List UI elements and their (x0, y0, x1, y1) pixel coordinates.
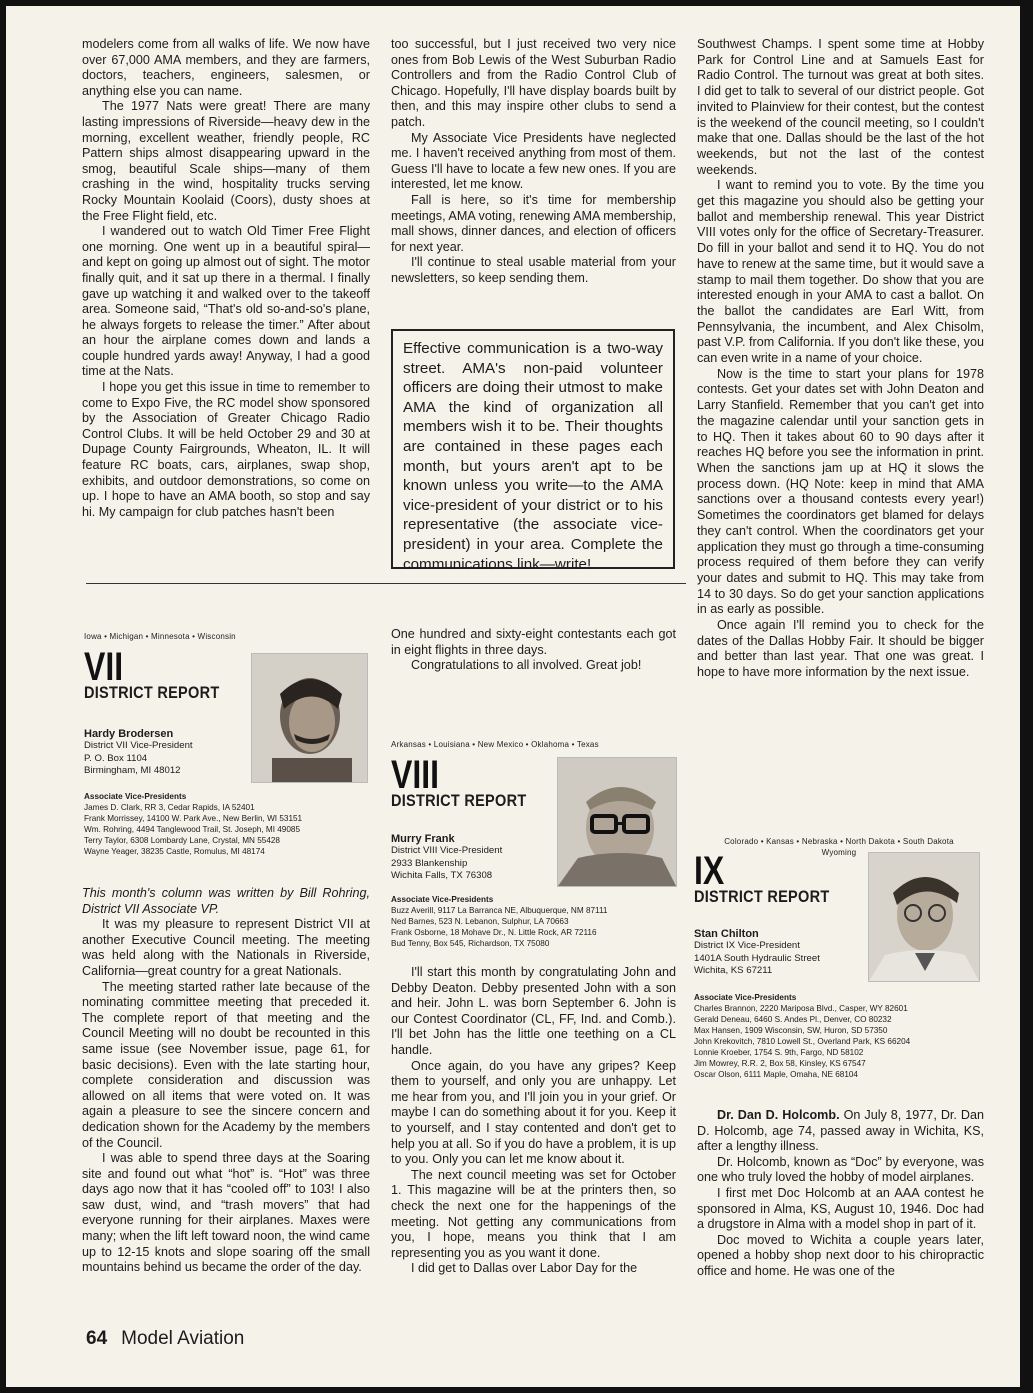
district-8-states: Arkansas • Louisiana • New Mexico • Oklahoma • Texas (391, 740, 599, 749)
paragraph: It was my pleasure to represent District VII at another Executive Council meeting. The meeting was held along with the Nationals in Riverside, California—great country for a great Nationals. (82, 917, 370, 978)
vp-role: District IX Vice-President (694, 940, 800, 952)
magazine-page (6, 6, 1020, 1387)
paragraph: The 1977 Nats were great! There are many lasting impressions of Riverside—heavy dew in the morning, excellent weather, friendly people, RC Pattern ships almost disappearing upward in the smog, beautiful Scale ships—many of them crashing in the wind, hospitality trucks serving Rocky Mountain Koolaid (Coors), dusty shoes at the Free Flight field, etc. (82, 99, 370, 223)
paragraph: I'll continue to steal usable material from your newsletters, so keep sending them. (391, 255, 676, 285)
paragraph: Southwest Champs. I spent some time at Hobby Park for Control Line and at Samuels East for Radio Control. The turnout was great at both sites. I did get to talk to several of our district people. Got invited to Plainview for their contest, but the contest is the weekend of the council meeting, so I couldn't make that one. Dallas should be the last of the hot weekends, but not the last of the contest weekends. (697, 37, 985, 177)
paragraph: modelers come from all walks of life. We now have over 67,000 AMA members, and they are farmers, doctors, teachers, engineers, salesmen, or anything else you can name. (82, 37, 370, 98)
associate-entry: Frank Morrissey, 14100 W. Park Ave., New Berlin, WI 53151 (84, 814, 303, 823)
district-9-vp-photo (868, 852, 980, 982)
vp-address-line: Birmingham, MI 48012 (84, 765, 181, 777)
district-7-vp-contact (84, 728, 193, 778)
paragraph: I did get to Dallas over Labor Day for the (411, 1261, 638, 1276)
column-2-top (391, 37, 676, 287)
vp-role: District VII Vice-President (84, 740, 193, 752)
paragraph: I'll start this month by congratulating John and Debby Deaton. Debby presented John with a son and heir. John L. was born September 6. John is our Contest Coordinator (CL, FF, Ind. and Comb.). I'll bet John has the little one teething on a CL handle. (391, 965, 676, 1057)
paragraph: I want to remind you to vote. By the time you get this magazine you should also be getting your ballot and membership renewal. This year District VIII votes only for the office of Secretary-Treasurer. Do fill in your ballot and send it to HQ. You do not have to renew at the same time, but it would save a stamp to mail them together. Do show that you are interested enough in your AMA to cast a ballot. On the ballot the candidates are Earl Witt, from Pennsylvania, the incumbent, and Alex Chisolm, past V.P. from California. If you don't like these, you can even write in a name of your choice. (697, 178, 985, 366)
paragraph: The next council meeting was set for October 1. This magazine will be at the printers then, so check the next one for the happenings of the meeting. Not getting any communications from you, I hope, means you think that I am representing you as you want it done. (391, 1167, 676, 1260)
magazine-name: Model Aviation (121, 1328, 245, 1349)
district-7-states: Iowa • Michigan • Minnesota • Wisconsin (84, 632, 236, 641)
associate-entry: Gerald Deneau, 6460 S. Andes Pl., Denver, CO 80232 (694, 1015, 892, 1024)
paragraph: I was able to spend three days at the Soaring site and found out what “hot” is. “Hot” was three days ago now that it has “cooled off” to 103! I also saw dust, wind, and “trash movers” that had everyone running for their airplanes. Maxes were many; when the lift left toward noon, the wind came up to 12-15 knots and slope soaring off the small mountains behind us became the order of the day. (82, 1151, 370, 1275)
district-7-column (82, 886, 370, 1276)
associate-entry: Terry Taylor, 6308 Lombardy Lane, Crystal, MN 55428 (84, 836, 280, 845)
district-8-column (391, 965, 676, 1277)
associates-heading: Associate Vice-Presidents (694, 993, 797, 1002)
paragraph: Once again I'll remind you to check for the dates of the Dallas Hobby Fair. It should be bigger and better than last year. That one was great. I hope to have more information by the next issue. (697, 618, 984, 680)
column-2-continuation (391, 627, 676, 674)
paragraph: Fall is here, so it's time for membership meetings, AMA voting, renewing AMA membership, mall shows, dinner dances, and election of officers for next year. (391, 192, 676, 254)
vp-address-line: Wichita Falls, TX 76308 (391, 870, 493, 882)
paragraph: I first met Doc Holcomb at an AAA contest he sponsored in Alma, KS, August 10, 1946. Doc had a drugstore in Alma with a model shop in part of it. (697, 1185, 984, 1232)
states-line: Wyoming (821, 848, 857, 857)
district-7-associates (84, 791, 302, 857)
column-3 (697, 37, 984, 681)
column-1-top (82, 37, 370, 520)
district-8-associates (391, 894, 608, 949)
associate-entry: Jim Mowrey, R.R. 2, Box 58, Kinsley, KS 67547 (694, 1059, 866, 1068)
paragraph: Dr. Holcomb, known as “Doc” by everyone, was one who truly loved the hobby of model airplanes. (697, 1154, 984, 1185)
district-8-vp-contact (391, 833, 502, 883)
paragraph: too successful, but I just received two very nice ones from Bob Lewis of the West Suburban Radio Controllers and from the Radio Control Club of Chicago. Hopefully, I'll have display boards built by then, and this may inspire other clubs to send a patch. (391, 37, 676, 129)
associate-entry: Max Hansen, 1909 Wisconsin, SW, Huron, SD 57350 (694, 1026, 888, 1035)
district-9-associates (694, 992, 910, 1080)
associate-entry: Charles Brannon, 2220 Mariposa Blvd., Casper, WY 82601 (694, 1004, 908, 1013)
associate-entry: Ned Barnes, 523 N. Lebanon, Sulphur, LA 70663 (391, 917, 569, 926)
district-9-numeral: IX (694, 849, 725, 893)
communication-notice-box: Effective communication is a two-way street. AMA's non-paid volunteer officers are doing their utmost to make AMA the kind of organization all members wish it to be. Their thoughts are contained in these pages each month, but yours aren't apt to be known unless you write—to the AMA vice-president of your district or to his representative (the associate vice-president) in your area. Complete the communications link—write! (391, 329, 675, 569)
district-9-column (697, 1108, 984, 1280)
paragraph: I hope you get this issue in time to remember to come to Expo Five, the RC model show sponsored by the Association of Greater Chicago Radio Control Clubs. It will be held October 29 and 30 at Dupage County Fairgrounds, Wheaton, IL. It will feature RC boats, cars, airplanes, swap shop, exhibits, and outdoor demonstrations, so come on up. I hope to have an AMA booth, so stop and say hi. My campaign for club patches hasn't been (82, 380, 370, 519)
vp-address-line: P. O. Box 1104 (84, 752, 148, 764)
district-9-title: DISTRICT REPORT (694, 888, 830, 906)
district-7-vp-photo (251, 653, 368, 783)
associate-entry: Frank Osborne, 18 Mohave Dr., N. Little Rock, AR 72116 (391, 928, 597, 937)
associates-heading: Associate Vice-Presidents (391, 895, 494, 904)
district-9-vp-contact (694, 928, 820, 978)
paragraph-text: On July 8, 1977, Dr. Dan D. Holcomb, age 74, passed away in Wichita, KS, after a lengthy illness. (697, 1108, 985, 1154)
paragraph: Once again, do you have any gripes? Keep them to yourself, and only you are unhappy. Let me hear from you, and I'll join you in your grief. Or maybe I can do something about it for you. Keep it to yourself, and I stay contented and don't get to help you at all. So if you do have a problem, it is up to you. Only you can let me know about it. (391, 1058, 676, 1167)
vp-name: Stan Chilton (694, 928, 759, 940)
states-line: Colorado • Kansas • Nebraska • North Dakota • South Dakota (724, 837, 954, 846)
vp-address-line: Wichita, KS 67211 (694, 965, 773, 977)
district-8-title: DISTRICT REPORT (391, 792, 527, 810)
paragraph: Congratulations to all involved. Great job! (411, 658, 642, 673)
vp-name: Murry Frank (391, 833, 455, 845)
paragraph: Now is the time to start your plans for 1978 contests. Get your dates set with John Deaton and Larry Stanfield. Remember that you can't get into the magazine calendar until your sanction gets in to HQ. Then it takes about 60 to 90 days after it reaches HQ before you see the information in print. When the sanctions jam up at HQ it slows the process down. (HQ Note: keep in mind that AMA sanctions over a thousand contests every year!) Sometimes the coordinators get blamed for delays they can't control. When the coordinators get your application they must go through a time-consuming process required of them before they can verify your dates and submit to HQ. This may take from 14 to 30 days. So do get your sanction applications in as early as possible. (697, 366, 984, 617)
paragraph: Doc moved to Wichita a couple years later, opened a hobby shop next door to his chiropractic office and home. He was one of the (697, 1232, 984, 1278)
district-7-numeral: VII (84, 645, 124, 689)
paragraph: One hundred and sixty-eight contestants each got in eight flights in three days. (391, 627, 676, 657)
paragraph: The meeting started rather late because of the nominating committee meeting that preceded it. The complete report of that meeting and the Council Meeting will no doubt be recounted in this same issue (see November issue, page 61, for basic decisions). Even with the late starting hour, complete consideration and discussion was allowed on all items that were voted on. It was again a pleasure to see the sincere concern and dedication shown for the Academy by the members of the Council. (82, 979, 370, 1150)
paragraph (697, 1108, 984, 1155)
associate-entry: John Krekovitch, 7810 Lowell St., Overland Park, KS 66204 (694, 1037, 911, 1046)
byline: This month's column was written by Bill Rohring, District VII Associate VP. (82, 886, 370, 916)
vp-address-line: 1401A South Hydraulic Street (694, 952, 820, 964)
page-footer (86, 1328, 244, 1350)
associates-heading: Associate Vice-Presidents (84, 792, 187, 801)
section-divider (86, 583, 686, 584)
associate-entry: Lonnie Kroeber, 1754 S. 9th, Fargo, ND 58102 (694, 1048, 864, 1057)
associate-entry: James D. Clark, RR 3, Cedar Rapids, IA 52401 (84, 803, 255, 812)
paragraph: My Associate Vice Presidents have neglected me. I haven't received anything from most of them. Guess I'll have to locate a few new ones. If you are interested, let me know. (391, 130, 676, 192)
portrait-photo-icon (558, 758, 676, 886)
associate-entry: Wm. Rohring, 4494 Tanglewood Trail, St. Joseph, MI 49085 (84, 825, 301, 834)
vp-role: District VIII Vice-President (391, 845, 503, 857)
obituary-name: Dr. Dan D. Holcomb. (717, 1108, 840, 1122)
district-8-numeral: VIII (391, 753, 440, 797)
paragraph: I wandered out to watch Old Timer Free Flight one morning. One went up in a beautiful spiral—and kept on going up almost out of sight. The motor finally quit, and it sat up there in a thermal. I finally gave up watching it and walked over to the takeoff area. Someone said, “That's old so-and-so's plane, he always forgets to release the timer.” After about an hour the airplane comes down and lands a couple hundred yards away! Anyway, I had a good time at the Nats. (82, 224, 370, 379)
district-8-vp-photo (557, 757, 677, 887)
portrait-photo-icon (252, 654, 367, 782)
vp-address-line: 2933 Blankenship (391, 857, 468, 869)
associate-entry: Oscar Olson, 6111 Maple, Omaha, NE 68104 (694, 1070, 858, 1079)
associate-entry: Bud Tenny, Box 545, Richardson, TX 75080 (391, 939, 550, 948)
associate-entry: Buzz Averill, 9117 La Barranca NE, Albuquerque, NM 87111 (391, 906, 608, 915)
portrait-photo-icon (869, 853, 979, 981)
page-number: 64 (86, 1328, 108, 1349)
district-7-title: DISTRICT REPORT (84, 684, 220, 702)
associate-entry: Wayne Yeager, 38235 Castle, Romulus, MI 48174 (84, 847, 265, 856)
vp-name: Hardy Brodersen (84, 728, 174, 740)
